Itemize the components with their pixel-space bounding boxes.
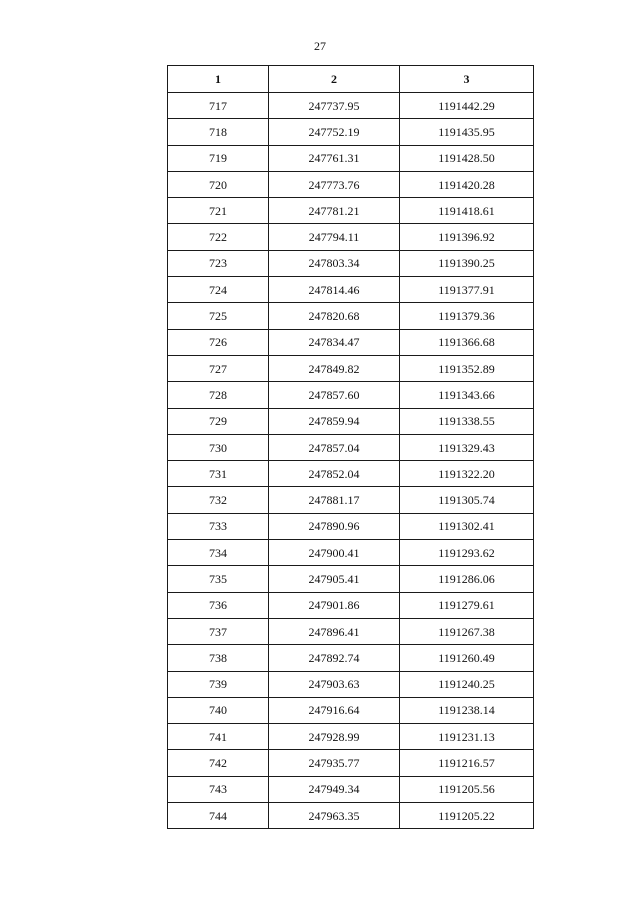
y-coordinate-cell: 1191343.66: [400, 382, 534, 408]
x-coordinate-cell: 247859.94: [269, 408, 400, 434]
table-row: [168, 671, 534, 697]
x-coordinate-cell: 247900.41: [269, 540, 400, 566]
point-number-cell: 718: [168, 119, 269, 145]
y-coordinate-cell: 1191390.25: [400, 250, 534, 276]
y-coordinate-cell: 1191240.25: [400, 671, 534, 697]
x-coordinate-cell: 247781.21: [269, 198, 400, 224]
table-row: [168, 145, 534, 171]
point-number-cell: 740: [168, 697, 269, 723]
y-coordinate-cell: 1191267.38: [400, 618, 534, 644]
point-number-cell: 739: [168, 671, 269, 697]
point-number-cell: 736: [168, 592, 269, 618]
y-coordinate-cell: 1191305.74: [400, 487, 534, 513]
table-row: [168, 250, 534, 276]
y-coordinate-cell: 1191366.68: [400, 329, 534, 355]
x-coordinate-cell: 247892.74: [269, 645, 400, 671]
table-row: [168, 119, 534, 145]
table-row: [168, 355, 534, 381]
y-coordinate-cell: 1191302.41: [400, 513, 534, 539]
x-coordinate-cell: 247963.35: [269, 803, 400, 829]
y-coordinate-cell: 1191293.62: [400, 540, 534, 566]
x-coordinate-cell: 247752.19: [269, 119, 400, 145]
point-number-cell: 731: [168, 461, 269, 487]
table-row: [168, 697, 534, 723]
table-row: [168, 645, 534, 671]
x-coordinate-cell: 247903.63: [269, 671, 400, 697]
y-coordinate-cell: 1191396.92: [400, 224, 534, 250]
point-number-cell: 732: [168, 487, 269, 513]
y-coordinate-cell: 1191377.91: [400, 277, 534, 303]
point-number-cell: 722: [168, 224, 269, 250]
table-row: [168, 303, 534, 329]
table-row: [168, 724, 534, 750]
y-coordinate-cell: 1191279.61: [400, 592, 534, 618]
point-number-cell: 730: [168, 434, 269, 460]
table-row: [168, 566, 534, 592]
y-coordinate-cell: 1191418.61: [400, 198, 534, 224]
x-coordinate-cell: 247820.68: [269, 303, 400, 329]
table-body: [168, 93, 534, 829]
point-number-cell: 726: [168, 329, 269, 355]
y-coordinate-cell: 1191428.50: [400, 145, 534, 171]
table-header: [168, 66, 534, 93]
table-row: [168, 329, 534, 355]
x-coordinate-cell: 247935.77: [269, 750, 400, 776]
x-coordinate-cell: 247814.46: [269, 277, 400, 303]
table-row: [168, 750, 534, 776]
point-number-cell: 724: [168, 277, 269, 303]
x-coordinate-cell: 247849.82: [269, 355, 400, 381]
point-number-cell: 743: [168, 776, 269, 802]
point-number-cell: 735: [168, 566, 269, 592]
x-coordinate-cell: 247761.31: [269, 145, 400, 171]
y-coordinate-cell: 1191260.49: [400, 645, 534, 671]
y-coordinate-cell: 1191435.95: [400, 119, 534, 145]
column-header-2: 2: [269, 66, 400, 93]
table-row: [168, 224, 534, 250]
point-number-cell: 742: [168, 750, 269, 776]
x-coordinate-cell: 247803.34: [269, 250, 400, 276]
table-row: [168, 277, 534, 303]
table-row: [168, 540, 534, 566]
page-number: 27: [314, 39, 326, 53]
x-coordinate-cell: 247896.41: [269, 618, 400, 644]
x-coordinate-cell: 247901.86: [269, 592, 400, 618]
x-coordinate-cell: 247857.60: [269, 382, 400, 408]
y-coordinate-cell: 1191442.29: [400, 93, 534, 119]
point-number-cell: 717: [168, 93, 269, 119]
y-coordinate-cell: 1191205.22: [400, 803, 534, 829]
x-coordinate-cell: 247916.64: [269, 697, 400, 723]
y-coordinate-cell: 1191322.20: [400, 461, 534, 487]
y-coordinate-cell: 1191216.57: [400, 750, 534, 776]
point-number-cell: 734: [168, 540, 269, 566]
point-number-cell: 744: [168, 803, 269, 829]
x-coordinate-cell: 247773.76: [269, 171, 400, 197]
point-number-cell: 725: [168, 303, 269, 329]
table-row: [168, 803, 534, 829]
header-row: [168, 66, 534, 93]
x-coordinate-cell: 247949.34: [269, 776, 400, 802]
y-coordinate-cell: 1191379.36: [400, 303, 534, 329]
table-row: [168, 513, 534, 539]
y-coordinate-cell: 1191231.13: [400, 724, 534, 750]
x-coordinate-cell: 247905.41: [269, 566, 400, 592]
point-number-cell: 719: [168, 145, 269, 171]
point-number-cell: 733: [168, 513, 269, 539]
table-row: [168, 487, 534, 513]
table-row: [168, 776, 534, 802]
x-coordinate-cell: 247794.11: [269, 224, 400, 250]
table-row: [168, 171, 534, 197]
point-number-cell: 727: [168, 355, 269, 381]
coordinates-table: [167, 65, 534, 829]
table-row: [168, 93, 534, 119]
y-coordinate-cell: 1191329.43: [400, 434, 534, 460]
point-number-cell: 738: [168, 645, 269, 671]
y-coordinate-cell: 1191352.89: [400, 355, 534, 381]
point-number-cell: 721: [168, 198, 269, 224]
column-header-3: 3: [400, 66, 534, 93]
table-row: [168, 461, 534, 487]
table-row: [168, 198, 534, 224]
table-row: [168, 434, 534, 460]
y-coordinate-cell: 1191286.06: [400, 566, 534, 592]
x-coordinate-cell: 247834.47: [269, 329, 400, 355]
x-coordinate-cell: 247881.17: [269, 487, 400, 513]
table-row: [168, 382, 534, 408]
column-header-1: 1: [168, 66, 269, 93]
x-coordinate-cell: 247857.04: [269, 434, 400, 460]
x-coordinate-cell: 247737.95: [269, 93, 400, 119]
point-number-cell: 728: [168, 382, 269, 408]
table-row: [168, 618, 534, 644]
y-coordinate-cell: 1191338.55: [400, 408, 534, 434]
table-row: [168, 408, 534, 434]
point-number-cell: 723: [168, 250, 269, 276]
point-number-cell: 720: [168, 171, 269, 197]
x-coordinate-cell: 247852.04: [269, 461, 400, 487]
y-coordinate-cell: 1191205.56: [400, 776, 534, 802]
point-number-cell: 741: [168, 724, 269, 750]
point-number-cell: 737: [168, 618, 269, 644]
point-number-cell: 729: [168, 408, 269, 434]
x-coordinate-cell: 247928.99: [269, 724, 400, 750]
y-coordinate-cell: 1191420.28: [400, 171, 534, 197]
x-coordinate-cell: 247890.96: [269, 513, 400, 539]
table-row: [168, 592, 534, 618]
y-coordinate-cell: 1191238.14: [400, 697, 534, 723]
